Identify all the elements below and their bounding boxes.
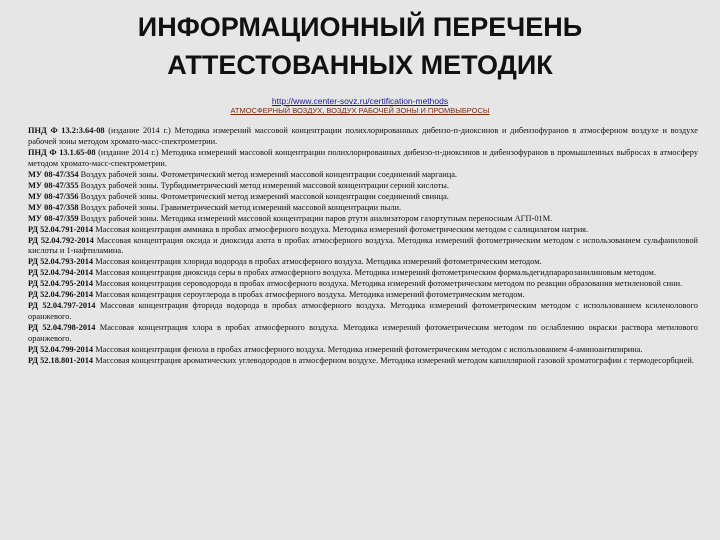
list-item: [28, 192, 698, 203]
list-item: [28, 323, 698, 345]
method-description: (издание 2014 г.) Методика измерений массовой концентрации полихлорированных дибензо-п-диоксинов и дибензофуранов в промышленных выбросах в атмосферу методом хромато-масс-спектрометрии.: [28, 147, 699, 168]
method-code: РД 52.04.796-2014: [28, 290, 94, 300]
title-line-2: АТТЕСТОВАННЫХ МЕТОДИК: [167, 50, 553, 80]
method-description: Воздух рабочей зоны. Турбидиметрический метод измерений массовой концентрации серной кислоты.: [78, 180, 450, 190]
method-description: Воздух рабочей зоны. Фотометрический метод измерений массовой концентрации соединений марганца.: [78, 169, 458, 179]
source-link[interactable]: http://www.center-sovz.ru/certification-methods: [271, 96, 449, 106]
list-item: [28, 236, 698, 258]
method-description: Воздух рабочей зоны. Гравиметрический метод измерений массовой концентрации пыли.: [78, 202, 402, 212]
method-code: РД 52.04.798-2014: [28, 323, 96, 333]
method-description: Воздух рабочей зоны. Фотометрический метод измерений массовой концентрации соединений свинца.: [78, 191, 449, 201]
list-item: [28, 290, 698, 301]
method-code: РД 52.04.797-2014: [28, 301, 96, 311]
method-description: Массовая концентрация фторида водорода в пробах атмосферного воздуха. Методика измерений фотометрическим методом с использованием ксиленолового оранжевого.: [28, 301, 698, 322]
list-item: [28, 170, 698, 181]
method-description: Массовая концентрация хлорида водорода в пробах атмосферного воздуха. Методика измерений фотометрическим методом.: [93, 257, 542, 267]
list-item: [28, 356, 698, 367]
method-code: МУ 08-47/356: [28, 191, 79, 201]
method-description: Воздух рабочей зоны. Методика измерений массовой концентрации паров ртути анализатором газортутным переносным АГП-01М.: [78, 213, 553, 223]
method-description: Массовая концентрация аммиака в пробах атмосферного воздуха. Методика измерений фотометрическим методом с салицилатом натрия.: [93, 224, 589, 234]
method-code: МУ 08-47/359: [28, 213, 79, 223]
list-item: [28, 257, 698, 268]
method-code: МУ 08-47/355: [28, 180, 79, 190]
method-code: МУ 08-47/358: [28, 202, 79, 212]
list-item: [28, 214, 698, 225]
page-title: [0, 8, 720, 84]
method-description: (издание 2014 г.) Методика измерений массовой концентрации полихлорированных дибензо-п-диоксинов и дибензофуранов в атмосферном воздухе и воздухе рабочей зоны методом хромато-масс-спектрометрии.: [28, 126, 698, 146]
method-code: РД 52.04.799-2014: [28, 345, 94, 355]
list-item: [28, 225, 698, 236]
method-code: ПНД Ф 13.2:3.64-08: [28, 126, 105, 135]
method-code: РД 52.04.792-2014: [28, 235, 94, 245]
list-item: [28, 203, 698, 214]
list-item: [28, 279, 698, 290]
method-description: Массовая концентрация хлора в пробах атмосферного воздуха. Методика измерений фотометрическим методом по ослаблению окраски раствора метилового оранжевого.: [28, 323, 698, 344]
section-subtitle: АТМОСФЕРНЫЙ ВОЗДУХ, ВОЗДУХ РАБОЧЕЙ ЗОНЫ И ПРОМВЫБРОСЫ: [230, 106, 490, 115]
method-description: Массовая концентрация диоксида серы в пробах атмосферного воздуха. Методика измерений фотометрическим формальдегидпарарозанилиновым методом.: [93, 268, 656, 278]
method-description: Массовая концентрация ароматических углеводородов в атмосферном воздухе. Методика измерений методом капиллярной газовой хроматографии с термодесорбцией.: [93, 356, 694, 366]
method-code: МУ 08-47/354: [28, 169, 79, 179]
list-item: [28, 148, 698, 170]
method-code: РД 52.04.791-2014: [28, 224, 94, 234]
method-description: Массовая концентрация фенола в пробах атмосферного воздуха. Методика измерений фотометрическим методом с использованием 4-аминоантипирина.: [93, 345, 643, 355]
method-code: РД 52.04.793-2014: [28, 257, 94, 267]
method-code: ПНД Ф 13.1.65-08: [28, 147, 96, 157]
method-code: РД 52.04.794-2014: [28, 268, 94, 278]
list-item: [28, 345, 698, 356]
method-code: РД 52.04.795-2014: [28, 279, 94, 289]
list-item: [28, 181, 698, 192]
method-description: Массовая концентрация сероводорода в пробах атмосферного воздуха. Методика измерений фотометрическим методом по реакции образования метиленовой сини.: [93, 279, 683, 289]
method-description: Массовая концентрация сероуглерода в пробах атмосферного воздуха. Методика измерений фотометрическим методом.: [93, 290, 525, 300]
list-item: [28, 126, 698, 148]
method-description: Массовая концентрация оксида и диоксида азота в пробах атмосферного воздуха. Методика измерений фотометрическим методом с использованием сульфаниловой кислоты и 1-нафтиламина.: [28, 235, 698, 256]
list-item: [28, 268, 698, 279]
title-line-1: ИНФОРМАЦИОННЫЙ ПЕРЕЧЕНЬ: [137, 12, 583, 42]
method-code: РД 52.18.801-2014: [28, 356, 94, 366]
list-item: [28, 301, 698, 323]
methods-list: [28, 126, 698, 367]
